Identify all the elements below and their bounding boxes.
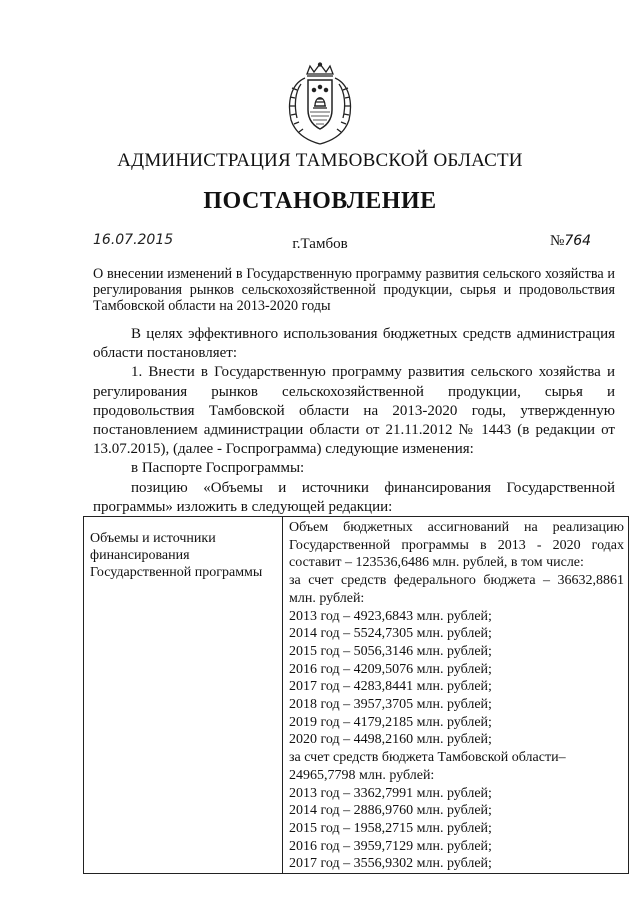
federal-year-line: 2020 год – 4498,2160 млн. рублей; [289, 732, 492, 748]
number-value: 764 [564, 233, 592, 249]
regional-heading: за счет средств бюджета Тамбовской области– 24965,7798 млн. рублей: [289, 750, 566, 783]
federal-heading: за счет средств федерального бюджета – 36632,8861 млн. рублей: [289, 573, 624, 606]
passport-intro-paragraph: в Паспорте Госпрограммы: [131, 460, 305, 477]
document-number [550, 233, 591, 250]
federal-year-line: 2017 год – 4283,8441 млн. рублей; [289, 679, 492, 695]
total-funding-text: Объем бюджетных ассигнований на реализацию Государственной программы в 2013 - 2020 годах составит – 123536,6486 млн. рублей, в том числе: [289, 520, 624, 571]
federal-year-line: 2018 год – 3957,3705 млн. рублей; [289, 697, 492, 713]
table-right-cell [283, 517, 629, 874]
document-title: О внесении изменений в Государственную программу развития сельского хозяйства и регулирования рынков сельскохозяйственной продукции, сырья и продовольствия Тамбовской области на 2013-2020 годы [93, 266, 615, 314]
document-type: ПОСТАНОВЛЕНИЕ [203, 188, 437, 214]
federal-year-line: 2019 год – 4179,2185 млн. рублей; [289, 714, 492, 730]
position-paragraph: позицию «Объемы и источники финансирования Государственной программы» изложить в следующей редакции: [93, 479, 615, 515]
passport-table [83, 516, 629, 874]
number-prefix: № [550, 233, 565, 249]
federal-year-line: 2013 год – 4923,6843 млн. рублей; [289, 608, 492, 624]
federal-year-line: 2014 год – 5524,7305 млн. рублей; [289, 626, 492, 642]
item-1-paragraph: 1. Внести в Государственную программу развития сельского хозяйства и регулирования рынков сельскохозяйственной продукции, сырья и продовольствия Тамбовской области на 2013-2020 годы, утвержденную постановлением администрации области от 21.11.2012 № 1443 (в редакции от 13.07.2015), (далее - Госпрограмма) следующие изменения: [93, 364, 615, 458]
federal-year-line: 2015 год – 5056,3146 млн. рублей; [289, 643, 492, 659]
document-city: г.Тамбов [292, 236, 348, 252]
regional-year-line: 2017 год – 3556,9302 млн. рублей; [289, 856, 492, 872]
regional-year-line: 2016 год – 3959,7129 млн. рублей; [289, 838, 492, 854]
organization-name: АДМИНИСТРАЦИЯ ТАМБОВСКОЙ ОБЛАСТИ [117, 150, 523, 171]
regional-year-line: 2013 год – 3362,7991 млн. рублей; [289, 785, 492, 801]
document-date: 16.07.2015 [93, 232, 174, 248]
document-body [93, 325, 615, 517]
regional-year-line: 2014 год – 2886,9760 млн. рублей; [289, 803, 492, 819]
coat-of-arms-icon [277, 62, 363, 146]
preamble-paragraph: В целях эффективного использования бюджетных средств администрация области постановляет: [93, 326, 615, 362]
federal-year-line: 2016 год – 4209,5076 млн. рублей; [289, 661, 492, 677]
table-left-cell: Объемы и источники финансирования Государственной программы [84, 517, 283, 874]
regional-year-line: 2015 год – 1958,2715 млн. рублей; [289, 820, 492, 836]
table-row [84, 517, 629, 874]
